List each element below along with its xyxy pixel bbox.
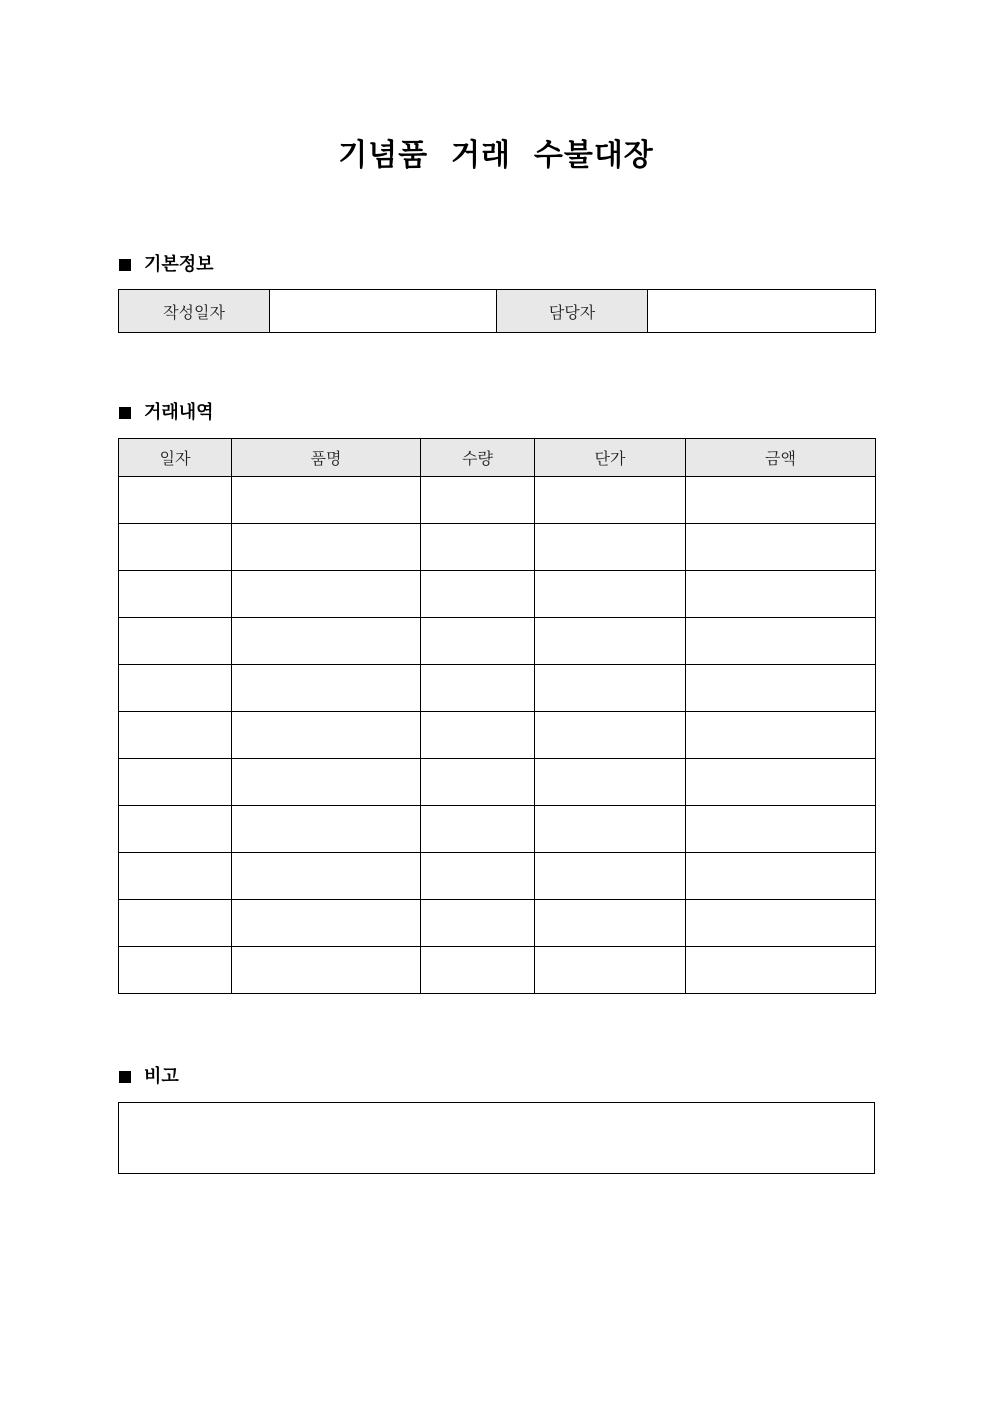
quantity-cell[interactable] [421, 665, 535, 712]
square-bullet-icon [119, 259, 131, 271]
date-cell[interactable] [119, 712, 232, 759]
basic-info-heading [119, 253, 214, 277]
quantity-cell[interactable] [421, 712, 535, 759]
item-name-cell[interactable] [232, 853, 421, 900]
amount-cell[interactable] [686, 712, 876, 759]
unit-price-cell[interactable] [535, 665, 686, 712]
table-row [119, 618, 876, 665]
amount-cell[interactable] [686, 853, 876, 900]
unit-price-cell[interactable] [535, 712, 686, 759]
date-cell[interactable] [119, 947, 232, 994]
item-name-cell[interactable] [232, 524, 421, 571]
date-written-label: 작성일자 [119, 290, 270, 333]
column-header-amount: 금액 [686, 439, 876, 477]
date-cell[interactable] [119, 665, 232, 712]
table-row [119, 806, 876, 853]
table-row [119, 524, 876, 571]
transactions-table [118, 438, 876, 994]
date-cell[interactable] [119, 900, 232, 947]
item-name-cell[interactable] [232, 477, 421, 524]
column-header-date: 일자 [119, 439, 232, 477]
item-name-cell[interactable] [232, 665, 421, 712]
quantity-cell[interactable] [421, 900, 535, 947]
item-name-cell[interactable] [232, 618, 421, 665]
manager-field[interactable] [648, 290, 876, 333]
page-title: 기념품 거래 수불대장 [338, 138, 654, 173]
basic-info-heading-label: 기본정보 [144, 254, 214, 275]
transactions-heading-label: 거래내역 [144, 402, 214, 423]
quantity-cell[interactable] [421, 524, 535, 571]
table-row [119, 947, 876, 994]
unit-price-cell[interactable] [535, 947, 686, 994]
table-row [119, 571, 876, 618]
amount-cell[interactable] [686, 947, 876, 994]
date-cell[interactable] [119, 759, 232, 806]
unit-price-cell[interactable] [535, 524, 686, 571]
transactions-header-row [119, 439, 876, 477]
date-written-field[interactable] [270, 290, 497, 333]
item-name-cell[interactable] [232, 806, 421, 853]
item-name-cell[interactable] [232, 947, 421, 994]
remarks-heading [119, 1065, 179, 1089]
quantity-cell[interactable] [421, 853, 535, 900]
amount-cell[interactable] [686, 806, 876, 853]
square-bullet-icon [119, 1071, 131, 1083]
table-row [119, 665, 876, 712]
unit-price-cell[interactable] [535, 571, 686, 618]
basic-info-table [118, 289, 876, 333]
quantity-cell[interactable] [421, 947, 535, 994]
amount-cell[interactable] [686, 759, 876, 806]
manager-label: 담당자 [497, 290, 648, 333]
item-name-cell[interactable] [232, 712, 421, 759]
amount-cell[interactable] [686, 618, 876, 665]
date-cell[interactable] [119, 477, 232, 524]
table-row [119, 712, 876, 759]
remarks-heading-label: 비고 [144, 1066, 179, 1087]
quantity-cell[interactable] [421, 571, 535, 618]
column-header-unit-price: 단가 [535, 439, 686, 477]
amount-cell[interactable] [686, 571, 876, 618]
transactions-heading [119, 401, 214, 425]
unit-price-cell[interactable] [535, 759, 686, 806]
item-name-cell[interactable] [232, 759, 421, 806]
table-row [119, 759, 876, 806]
amount-cell[interactable] [686, 665, 876, 712]
unit-price-cell[interactable] [535, 853, 686, 900]
unit-price-cell[interactable] [535, 806, 686, 853]
date-cell[interactable] [119, 524, 232, 571]
square-bullet-icon [119, 407, 131, 419]
amount-cell[interactable] [686, 477, 876, 524]
column-header-item-name: 품명 [232, 439, 421, 477]
quantity-cell[interactable] [421, 806, 535, 853]
date-cell[interactable] [119, 618, 232, 665]
table-row [119, 853, 876, 900]
quantity-cell[interactable] [421, 618, 535, 665]
table-row [119, 477, 876, 524]
item-name-cell[interactable] [232, 571, 421, 618]
date-cell[interactable] [119, 853, 232, 900]
date-cell[interactable] [119, 571, 232, 618]
unit-price-cell[interactable] [535, 618, 686, 665]
amount-cell[interactable] [686, 524, 876, 571]
date-cell[interactable] [119, 806, 232, 853]
basic-info-row [119, 290, 876, 333]
transactions-body [119, 477, 876, 994]
amount-cell[interactable] [686, 900, 876, 947]
remarks-field[interactable] [118, 1102, 875, 1174]
unit-price-cell[interactable] [535, 900, 686, 947]
table-row [119, 900, 876, 947]
quantity-cell[interactable] [421, 759, 535, 806]
quantity-cell[interactable] [421, 477, 535, 524]
unit-price-cell[interactable] [535, 477, 686, 524]
item-name-cell[interactable] [232, 900, 421, 947]
column-header-quantity: 수량 [421, 439, 535, 477]
